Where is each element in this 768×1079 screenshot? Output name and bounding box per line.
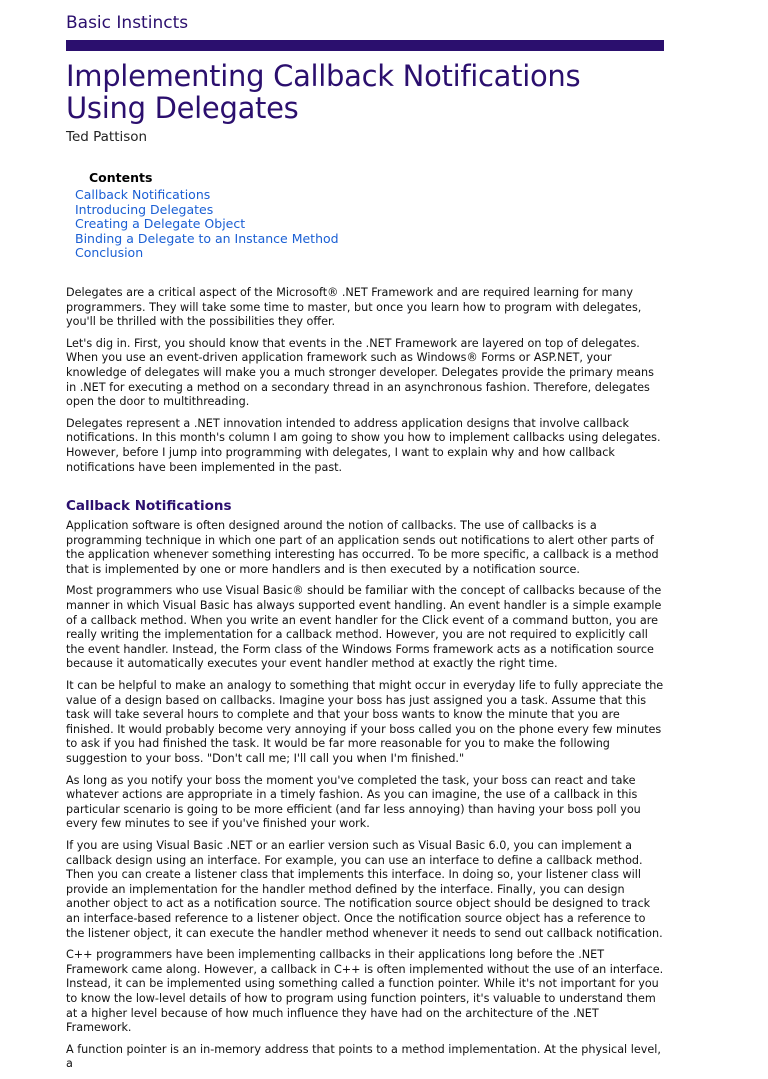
intro-paragraph-1: Delegates are a critical aspect of the Microsoft® .NET Framework and are required learning for many programmers. They will take some time to master, but once you learn how to program with delegates, you'll be thrilled with the possibilities they offer.	[66, 285, 642, 329]
contents-link-conclusion[interactable]: Conclusion	[75, 245, 144, 261]
article	[66, 12, 664, 1079]
section-paragraph-7: A function pointer is an in-memory address that points to a method implementation. At the physical level, a	[66, 1042, 661, 1071]
intro-paragraph-3: Delegates represent a .NET innovation intended to address application designs that involve callback notifications. In this month's column I am going to show you how to implement callbacks using delegates. However, before I jump into programming with delegates, I want to explain why and how callback notifications have been implemented in the past.	[66, 416, 661, 474]
header-rule	[66, 40, 664, 51]
title-line-1: Implementing Callback Notifications	[66, 59, 581, 93]
contents-list	[75, 188, 664, 261]
title-line-2: Using Delegates	[66, 91, 299, 125]
contents-link-creating-delegate-object[interactable]: Creating a Delegate Object	[75, 216, 246, 232]
section-heading-callback-notifications: Callback Notifications	[66, 498, 232, 515]
article-title	[66, 60, 664, 124]
section-paragraph-4: As long as you notify your boss the moment you've completed the task, your boss can react and take whatever actions are appropriate in a timely fashion. As you can imagine, the use of a callback in this particular scenario is going to be more efficient (and far less annoying) than having your boss poll you every few minutes to see if you've finished your work.	[66, 773, 641, 831]
section-paragraph-2: Most programmers who use Visual Basic® should be familiar with the concept of callbacks because of the manner in which Visual Basic has always supported event handling. An event handler is a simple example of a callback method. When you write an event handler for the Click event of a command button, you are really writing the implementation for a callback method. However, you are not required to explicitly call the event handler. Instead, the Form class of the Windows Forms framework acts as a notification source because it automatically executes your event handler method at exactly the right time.	[66, 584, 662, 671]
contents-link-binding-delegate[interactable]: Binding a Delegate to an Instance Method	[75, 230, 339, 246]
intro-paragraph-2: Let's dig in. First, you should know that events in the .NET Framework are layered on top of delegates. When you use an event-driven application framework such as Windows® Forms or ASP.NET, your knowledge of delegates will make you a much stronger developer. Delegates provide the primary means in .NET for executing a method on a secondary thread in an asynchronous fashion. Therefore, delegates open the door to multithreading.	[66, 336, 654, 409]
section-paragraph-5: If you are using Visual Basic .NET or an earlier version such as Visual Basic 6.0, you can implement a callback design using an interface. For example, you can use an interface to define a callback method. Then you can create a listener class that implements this interface. In doing so, your listener class will provide an implementation for the handler method defined by the interface. Finally, you can design another object to act as a notification source. The notification source object should be designed to track an interface-based reference to a listener object. Once the notification source object has a reference to the listener object, it can execute the handler method whenever it needs to send out callback notification.	[66, 838, 663, 940]
callback-section	[66, 519, 664, 1072]
contents-heading: Contents	[89, 170, 153, 185]
column-label: Basic Instincts	[66, 13, 189, 33]
contents-link-introducing-delegates[interactable]: Introducing Delegates	[75, 201, 214, 217]
section-paragraph-1: Application software is often designed around the notion of callbacks. The use of callbacks is a programming technique in which one part of an application sends out notifications to alert other parts of the application whenever something interesting has occurred. To be more specific, a callback is a method that is implemented by one or more handlers and is then executed by a notification source.	[66, 519, 659, 576]
table-of-contents	[75, 170, 664, 261]
section-paragraph-6: C++ programmers have been implementing callbacks in their applications long before the .NET Framework came along. However, a callback in C++ is often implemented without the use of an interface. Instead, it can be implemented using something called a function pointer. While it's not important for you to know the low-level details of how to program using function pointers, it's valuable to understand them at a higher level because of how much influence they have had on the architecture of the .NET Framework.	[66, 948, 664, 1035]
intro-section	[66, 286, 664, 475]
author: Ted Pattison	[66, 129, 148, 145]
contents-link-callback-notifications[interactable]: Callback Notifications	[75, 187, 211, 202]
section-paragraph-3: It can be helpful to make an analogy to something that might occur in everyday life to fully appreciate the value of a design based on callbacks. Imagine your boss has just assigned you a task. Assume that this task will take several hours to complete and that your boss wants to know the minute that you are finished. It would probably become very annoying if your boss called you on the phone every few minutes to ask if you had finished the task. It would be far more reasonable for you to make the following suggestion to your boss. "Don't call me; I'll call you when I'm finished."	[66, 679, 664, 765]
